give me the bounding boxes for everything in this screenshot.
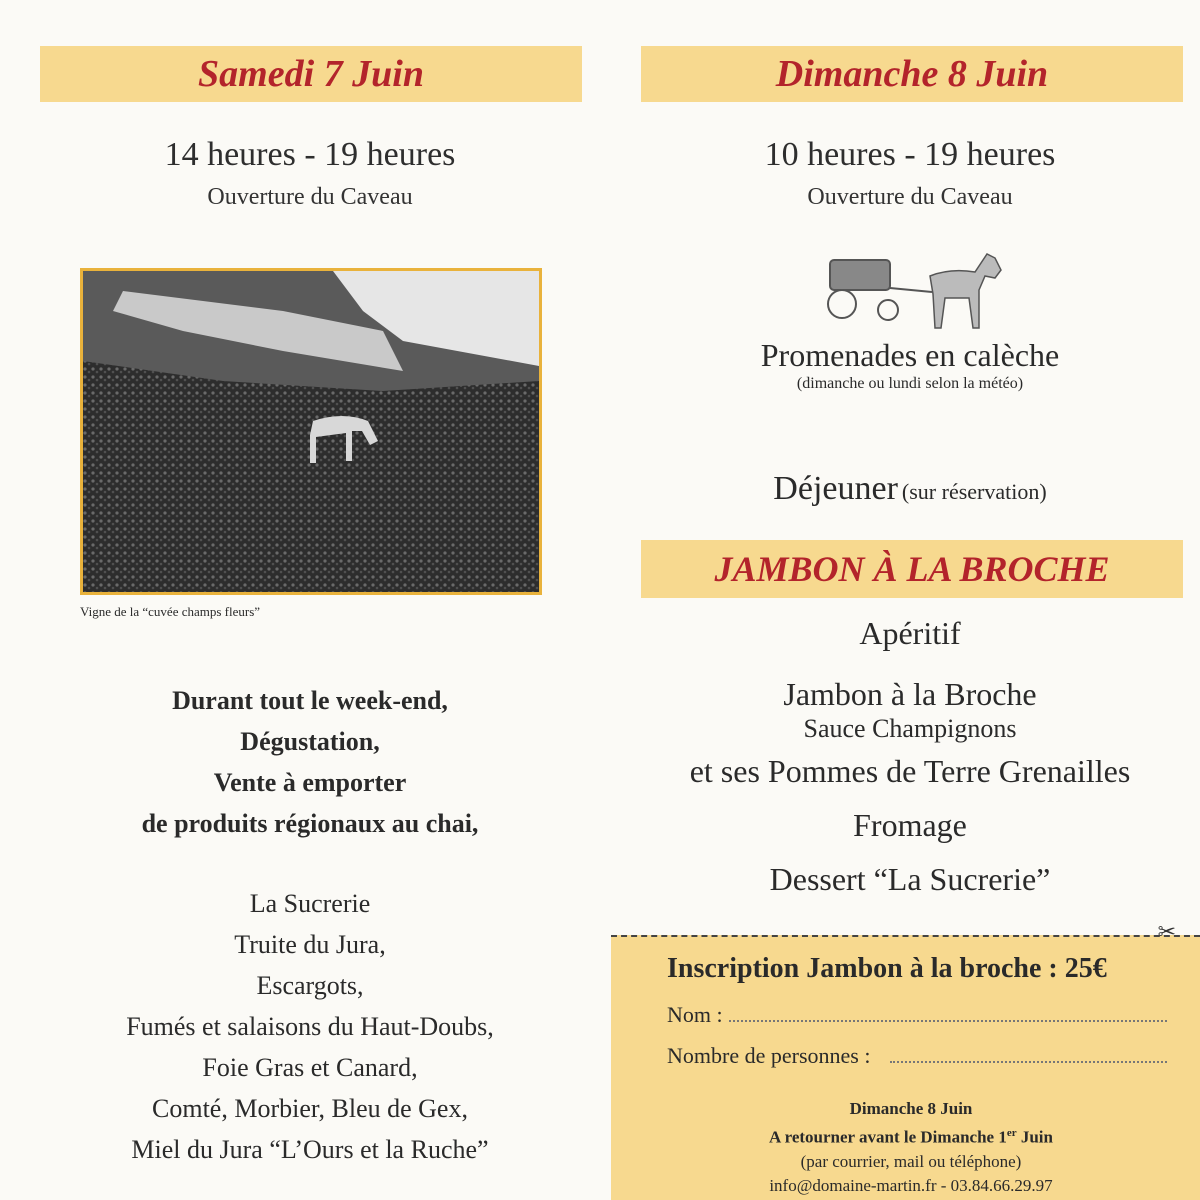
producer-item: Truite du Jura, — [234, 930, 386, 959]
coupon-return-before: A retourner avant le Dimanche 1 — [769, 1127, 1007, 1147]
coupon-return-after: Juin — [1016, 1127, 1053, 1147]
menu-side: et ses Pommes de Terre Grenailles — [689, 753, 1131, 789]
lunch-heading — [600, 470, 1200, 508]
menu-list — [600, 606, 1200, 906]
vineyard-photo — [80, 268, 542, 595]
coupon-footer — [611, 1097, 1200, 1198]
producer-item: Foie Gras et Canard, — [202, 1053, 418, 1082]
photo-caption: Vigne de la “cuvée champs fleurs” — [80, 604, 261, 619]
horse-carriage-icon — [822, 248, 1006, 342]
menu-aperitif: Apéritif — [859, 615, 961, 651]
menu-main: Jambon à la Broche — [783, 676, 1037, 712]
saturday-opening: Ouverture du Caveau — [207, 184, 413, 210]
menu-dessert: Dessert “La Sucrerie” — [769, 861, 1051, 897]
name-field[interactable] — [729, 1002, 1167, 1022]
weekend-line: Vente à emporter — [213, 768, 407, 797]
menu-cheese: Fromage — [853, 807, 967, 843]
producer-item: Fumés et salaisons du Haut-Doubs, — [126, 1012, 494, 1041]
menu-sauce: Sauce Champignons — [803, 714, 1017, 743]
people-field[interactable] — [890, 1043, 1167, 1063]
coupon-title: Inscription Jambon à la broche : 25€ — [667, 953, 1107, 984]
sunday-hours: 10 heures - 19 heures — [764, 136, 1056, 173]
weekend-activities — [0, 680, 620, 844]
coupon-return-sup: er — [1006, 1127, 1017, 1139]
sunday-banner — [641, 46, 1183, 102]
people-row — [667, 1043, 1167, 1069]
sunday-title: Dimanche 8 Juin — [775, 53, 1049, 95]
name-row — [667, 1002, 1167, 1028]
coupon-return — [611, 1121, 1200, 1150]
caleche-note: (dimanche ou lundi selon la météo) — [796, 375, 1024, 392]
producer-item: Comté, Morbier, Bleu de Gex, — [152, 1094, 468, 1123]
caleche-title: Promenades en calèche — [760, 337, 1060, 373]
saturday-title: Samedi 7 Juin — [198, 53, 424, 95]
weekend-line: Durant tout le week-end, — [172, 686, 448, 715]
coupon-contact: info@domaine-martin.fr - 03.84.66.29.97 — [769, 1175, 1053, 1195]
name-label: Nom : — [667, 1002, 723, 1027]
weekend-line: Dégustation, — [240, 727, 380, 756]
lunch-note: (sur réservation) — [901, 479, 1047, 504]
people-label: Nombre de personnes : — [667, 1043, 871, 1068]
saturday-hours: 14 heures - 19 heures — [164, 136, 456, 173]
producer-item: Miel du Jura “L’Ours et la Ruche” — [131, 1135, 489, 1164]
sunday-opening: Ouverture du Caveau — [807, 184, 1013, 210]
registration-coupon — [611, 920, 1200, 1200]
lunch-title: Déjeuner — [773, 470, 898, 507]
coupon-date: Dimanche 8 Juin — [849, 1099, 973, 1118]
menu-banner — [641, 540, 1183, 598]
producers-list — [0, 883, 620, 1170]
producer-item: La Sucrerie — [249, 889, 371, 918]
weekend-line: de produits régionaux au chai, — [141, 809, 479, 838]
saturday-banner — [40, 46, 582, 102]
producer-item: Escargots, — [256, 971, 364, 1000]
menu-banner-title: JAMBON À LA BROCHE — [714, 549, 1110, 589]
coupon-contact-methods: (par courrier, mail ou téléphone) — [800, 1151, 1022, 1171]
scissors-icon: ✂ — [1157, 920, 1176, 945]
